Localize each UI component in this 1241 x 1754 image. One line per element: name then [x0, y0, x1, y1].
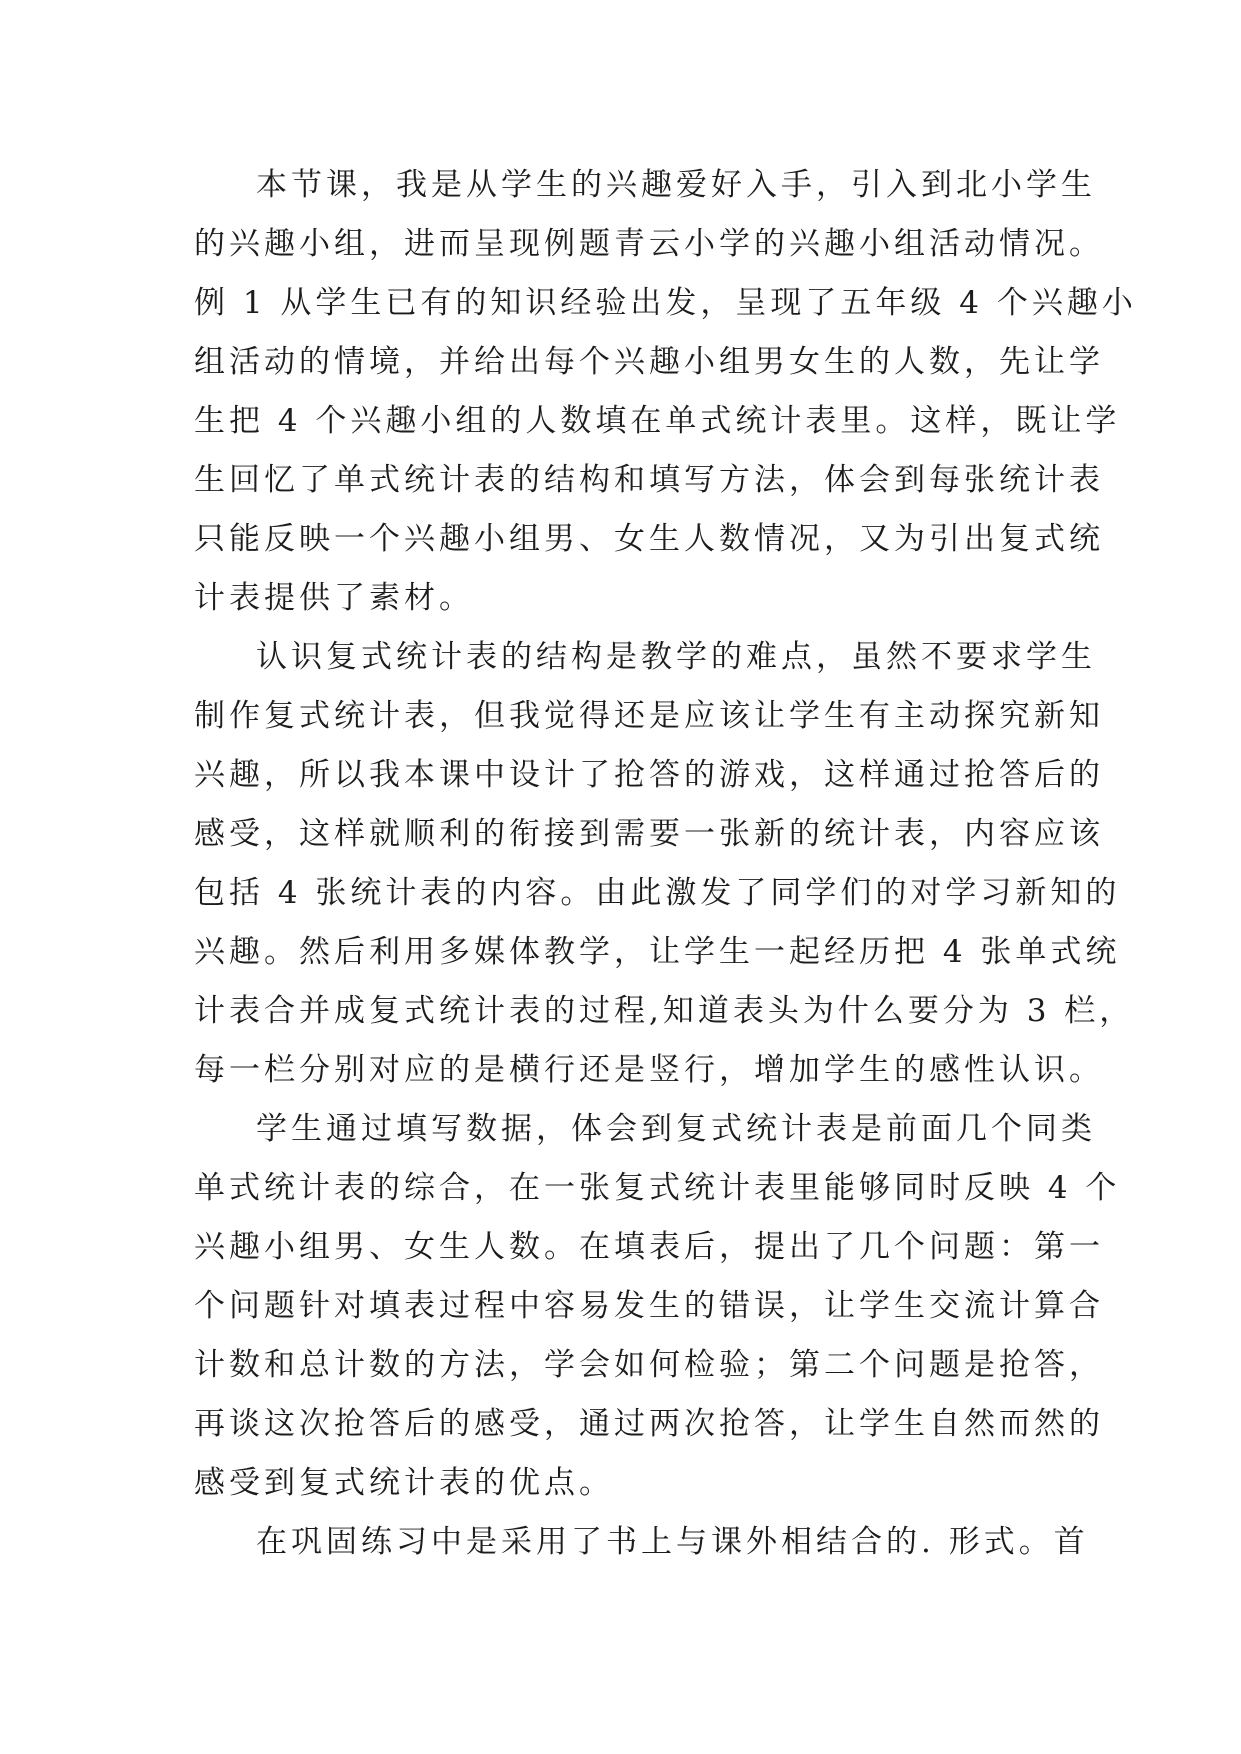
text-line: 制作复式统计表，但我觉得还是应该让学生有主动探究新知	[194, 698, 1104, 734]
paragraph-4	[194, 1513, 1089, 1572]
text-line: 兴趣，所以我本课中设计了抢答的游戏，这样通过抢答后的	[194, 757, 1104, 793]
text-line: 计数和总计数的方法，学会如何检验；第二个问题是抢答，	[194, 1347, 1104, 1383]
text-line: 再谈这次抢答后的感受，通过两次抢答，让学生自然而然的	[194, 1406, 1104, 1442]
text-line: 包括 4 张统计表的内容。由此激发了同学们的对学习新知的	[194, 875, 1121, 911]
text-line: 计表提供了素材。	[194, 580, 474, 616]
text-line: 在巩固练习中是采用了书上与课外相结合的. 形式。首	[256, 1524, 1089, 1560]
text-line: 计表合并成复式统计表的过程,知道表头为什么要分为 3 栏，	[194, 993, 1135, 1029]
text-line: 例 1 从学生已有的知识经验出发，呈现了五年级 4 个兴趣小	[194, 285, 1137, 321]
text-line: 兴趣小组男、女生人数。在填表后，提出了几个问题：第一	[194, 1229, 1104, 1265]
text-line: 的兴趣小组，进而呈现例题青云小学的兴趣小组活动情况。	[194, 226, 1104, 262]
text-line: 感受到复式统计表的优点。	[194, 1465, 614, 1501]
body-text	[194, 156, 1137, 1572]
text-line: 个问题针对填表过程中容易发生的错误，让学生交流计算合	[194, 1288, 1104, 1324]
paragraph-1	[194, 156, 1137, 628]
text-line: 单式统计表的综合，在一张复式统计表里能够同时反映 4 个	[194, 1170, 1121, 1206]
paragraph-2	[194, 628, 1135, 1100]
text-line: 生回忆了单式统计表的结构和填写方法，体会到每张统计表	[194, 462, 1104, 498]
text-line: 每一栏分别对应的是横行还是竖行，增加学生的感性认识。	[194, 1052, 1104, 1088]
text-line: 本节课，我是从学生的兴趣爱好入手，引入到北小学生	[256, 167, 1096, 203]
text-line: 感受，这样就顺利的衔接到需要一张新的统计表，内容应该	[194, 816, 1104, 852]
paragraph-3	[194, 1100, 1121, 1513]
text-line: 认识复式统计表的结构是教学的难点，虽然不要求学生	[256, 639, 1096, 675]
text-line: 组活动的情境，并给出每个兴趣小组男女生的人数，先让学	[194, 344, 1104, 380]
text-line: 生把 4 个兴趣小组的人数填在单式统计表里。这样，既让学	[194, 403, 1121, 439]
text-line: 兴趣。然后利用多媒体教学，让学生一起经历把 4 张单式统	[194, 934, 1121, 970]
text-line: 只能反映一个兴趣小组男、女生人数情况，又为引出复式统	[194, 521, 1104, 557]
text-line: 学生通过填写数据，体会到复式统计表是前面几个同类	[256, 1111, 1096, 1147]
